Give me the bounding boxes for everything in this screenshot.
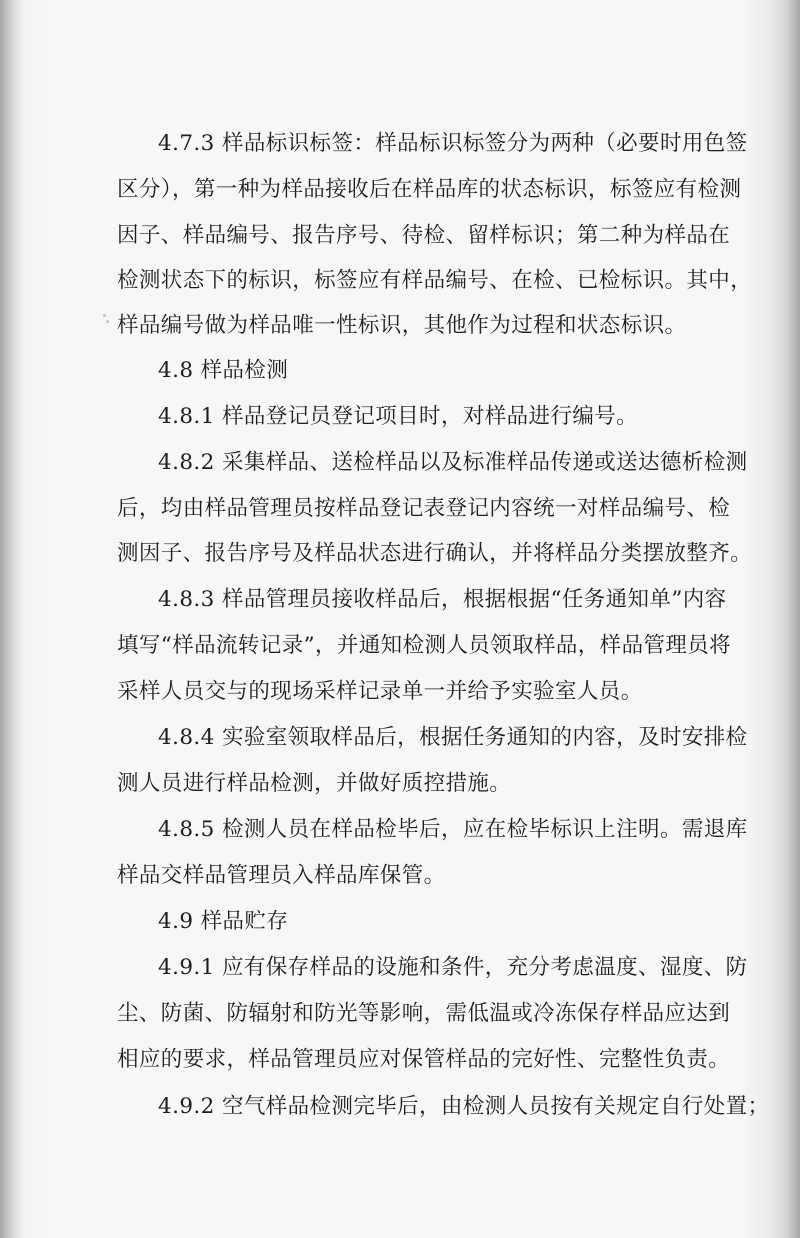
text-line: 样品编号做为样品唯一性标识，其他作为过程和状态标识。 xyxy=(117,313,687,338)
text-line: 4.8.5 检测人员在样品检毕后，应在检毕标识上注明。需退库 xyxy=(158,817,748,842)
text-line: 4.8.4 实验室领取样品后，根据任务通知的内容，及时安排检 xyxy=(158,725,748,750)
text-line: 4.9.2 空气样品检测完毕后，由检测人员按有关规定自行处置； xyxy=(158,1094,770,1119)
section-heading: 4.9 样品贮存 xyxy=(158,909,289,934)
text-line: 样品交样品管理员入样品库保管。 xyxy=(117,863,446,888)
text-line: 4.8.3 样品管理员接收样品后，根据根据“任务通知单”内容 xyxy=(158,587,727,612)
text-line: 尘、防菌、防辐射和防光等影响，需低温或冷冻保存样品应达到 xyxy=(117,1001,731,1026)
text-line: 测因子、报告序号及样品状态进行确认，并将样品分类摆放整齐。 xyxy=(117,541,753,566)
text-line: 检测状态下的标识，标签应有样品编号、在检、已检标识。其中， xyxy=(117,268,753,293)
text-line: 测人员进行样品检测，并做好质控措施。 xyxy=(117,771,512,796)
text-line: 4.8.2 采集样品、送检样品以及标准样品传递或送达德析检测 xyxy=(158,450,748,475)
section-heading: 4.8 样品检测 xyxy=(158,358,289,383)
text-line: 因子、样品编号、报告序号、待检、留样标识；第二种为样品在 xyxy=(117,223,731,248)
text-line: 4.8.1 样品登记员登记项目时，对样品进行编号。 xyxy=(158,404,639,429)
text-line: 后，均由样品管理员按样品登记表登记内容统一对样品编号、检 xyxy=(117,496,731,521)
text-line: 4.7.3 样品标识标签：样品标识标签分为两种（必要时用色签 xyxy=(158,131,748,156)
text-line: 区分），第一种为样品接收后在样品库的状态标识，标签应有检测 xyxy=(117,177,742,202)
text-line: 相应的要求，样品管理员应对保管样品的完好性、完整性负责。 xyxy=(117,1047,731,1072)
text-line: 4.9.1 应有保存样品的设施和条件，充分考虑温度、湿度、防 xyxy=(158,955,748,980)
text-line: 采样人员交与的现场采样记录单一并给予实验室人员。 xyxy=(117,679,643,704)
text-line: 填写“样品流转记录”，并通知检测人员领取样品，样品管理员将 xyxy=(117,633,732,658)
